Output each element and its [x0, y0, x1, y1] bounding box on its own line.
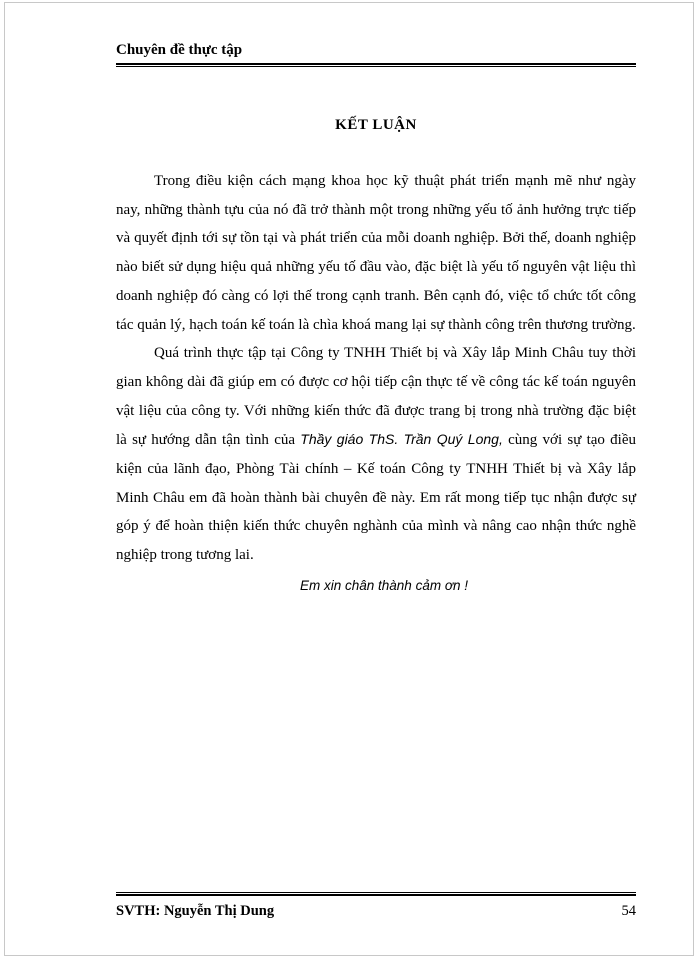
page-number: 54	[621, 903, 636, 919]
footer-author: SVTH: Nguyễn Thị Dung	[116, 903, 275, 919]
paragraph-2-part1: Quá trình thực tập tại Công ty TNHH Thiết bị và Xây lắp Minh Châu tuy thời gian không dài đã giúp em có được cơ hội tiếp cận thực tế về công tác kế toán nguyên vật liệu của công ty. Với những kiến thức đã được trang bị trong nhà trường đặc biệt là sự hướng dẫn tận tình của	[116, 345, 636, 449]
paragraph-2-part2: cùng với sự tạo điều kiện của lãnh đạo, Phòng Tài chính – Kế toán Công ty TNHH Thiết bị và Xây lắp Minh Châu em đã hoàn thành bài chuyên đề này. Em rất mong tiếp tục nhận được sự góp ý để hoàn thiện kiến thức chuyên nghành của mình và nâng cao nhận thức nghề nghiệp trong tương lai.	[116, 432, 636, 564]
header-rule	[116, 63, 636, 67]
header-title: Chuyên đề thực tập	[116, 42, 243, 58]
body-text	[116, 167, 636, 570]
paragraph-2-emphasis: Thầy giáo ThS. Trần Quý Long,	[300, 431, 503, 448]
document-title: KẾT LUẬN	[335, 117, 417, 133]
paragraph-2	[116, 339, 636, 570]
paragraph-1: Trong điều kiện cách mạng khoa học kỹ thuật phát triển mạnh mẽ như ngày nay, những thành tựu của nó đã trở thành một trong những yếu tố ảnh hưởng trực tiếp và quyết định tới sự tồn tại và phát triển của mỗi doanh nghiệp. Bởi thế, doanh nghiệp nào biết sử dụng hiệu quả những yếu tố đầu vào, đặc biệt là yếu tố nguyên vật liệu thì doanh nghiệp đó càng có lợi thế trong cạnh tranh. Bên cạnh đó, việc tổ chức tốt công tác quản lý, hạch toán kế toán là chìa khoá mang lại sự thành công trên thương trường.	[116, 173, 636, 333]
footer-rule	[116, 892, 636, 896]
closing-thanks: Em xin chân thành cảm ơn !	[300, 578, 468, 593]
